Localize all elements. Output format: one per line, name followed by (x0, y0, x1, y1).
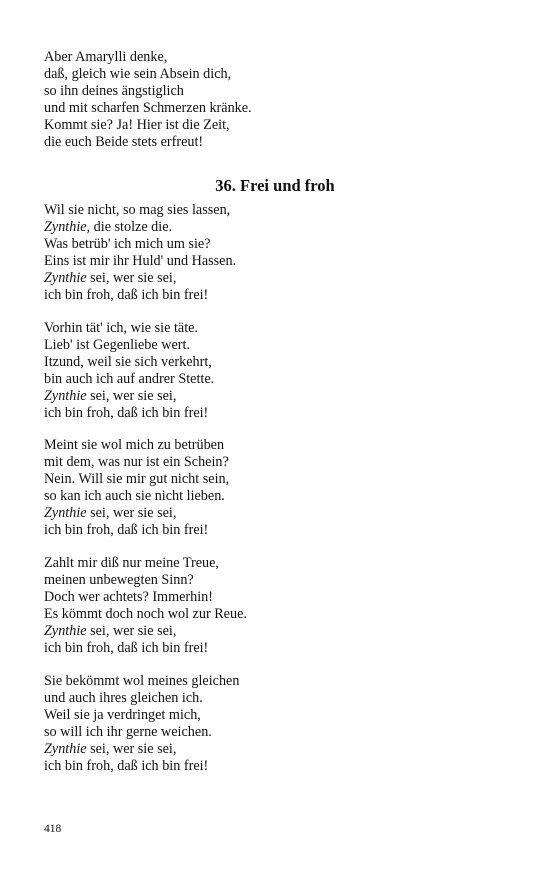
verse-line: Weil sie ja verdringet mich, (44, 706, 201, 723)
verse-line: Zahlt mir diß nur meine Treue, (44, 555, 219, 571)
verse-line: ich bin froh, daß ich bin frei! (44, 639, 209, 656)
poem-stanza (44, 320, 514, 421)
verse-line: so ihn deines ängstiglich (44, 82, 184, 99)
verse-line: Zynthie sei, wer sie sei, (44, 269, 177, 286)
verse-line: Vorhin tät' ich, wie sie täte. (44, 320, 198, 336)
verse-line: Nein. Will sie mir gut nicht sein, (44, 470, 230, 487)
poem-stanza (44, 555, 514, 656)
verse-line: ich bin froh, daß ich bin frei! (44, 521, 209, 538)
verse-line: Meint sie wol mich zu betrüben (44, 437, 225, 453)
verse-line: meinen unbewegten Sinn? (44, 571, 194, 588)
verse-line: Kommt sie? Ja! Hier ist die Zeit, (44, 116, 230, 133)
verse-line: daß, gleich wie sein Absein dich, (44, 65, 232, 82)
poem-stanza (44, 437, 514, 538)
verse-line: bin auch ich auf andrer Stette. (44, 370, 215, 387)
page-number: 418 (44, 823, 62, 835)
verse-line: ich bin froh, daß ich bin frei! (44, 404, 209, 421)
verse-line: so will ich ihr gerne weichen. (44, 723, 212, 740)
verse-line: mit dem, was nur ist ein Schein? (44, 453, 229, 470)
verse-line: Zynthie sei, wer sie sei, (44, 387, 177, 404)
verse-line: ich bin froh, daß ich bin frei! (44, 757, 209, 774)
verse-line: Zynthie, die stolze die. (44, 218, 173, 235)
verse-line: Wil sie nicht, so mag sies lassen, (44, 202, 231, 218)
verse-line: Eins ist mir ihr Huld' und Hassen. (44, 252, 237, 269)
verse-line: und mit scharfen Schmerzen kränke. (44, 99, 252, 116)
verse-line: Zynthie sei, wer sie sei, (44, 504, 177, 521)
verse-line: Was betrüb' ich mich um sie? (44, 235, 211, 252)
intro-stanza (44, 49, 514, 150)
verse-line: so kan ich auch sie nicht lieben. (44, 487, 225, 504)
verse-line: Zynthie sei, wer sie sei, (44, 740, 177, 757)
verse-line: die euch Beide stets erfreut! (44, 133, 204, 150)
poem-title: 36. Frei und froh (215, 176, 335, 195)
poem-stanza (44, 202, 514, 303)
verse-line: Es kömmt doch noch wol zur Reue. (44, 605, 247, 622)
verse-line: Itzund, weil sie sich verkehrt, (44, 353, 212, 370)
verse-line: Lieb' ist Gegenliebe wert. (44, 336, 190, 353)
verse-line: Aber Amarylli denke, (44, 49, 168, 65)
verse-line: Doch wer achtets? Immerhin! (44, 588, 213, 605)
verse-line: Zynthie sei, wer sie sei, (44, 622, 177, 639)
verse-line: Sie bekömmt wol meines gleichen (44, 673, 240, 689)
poem-stanza (44, 673, 514, 774)
verse-line: und auch ihres gleichen ich. (44, 689, 203, 706)
verse-line: ich bin froh, daß ich bin frei! (44, 286, 209, 303)
